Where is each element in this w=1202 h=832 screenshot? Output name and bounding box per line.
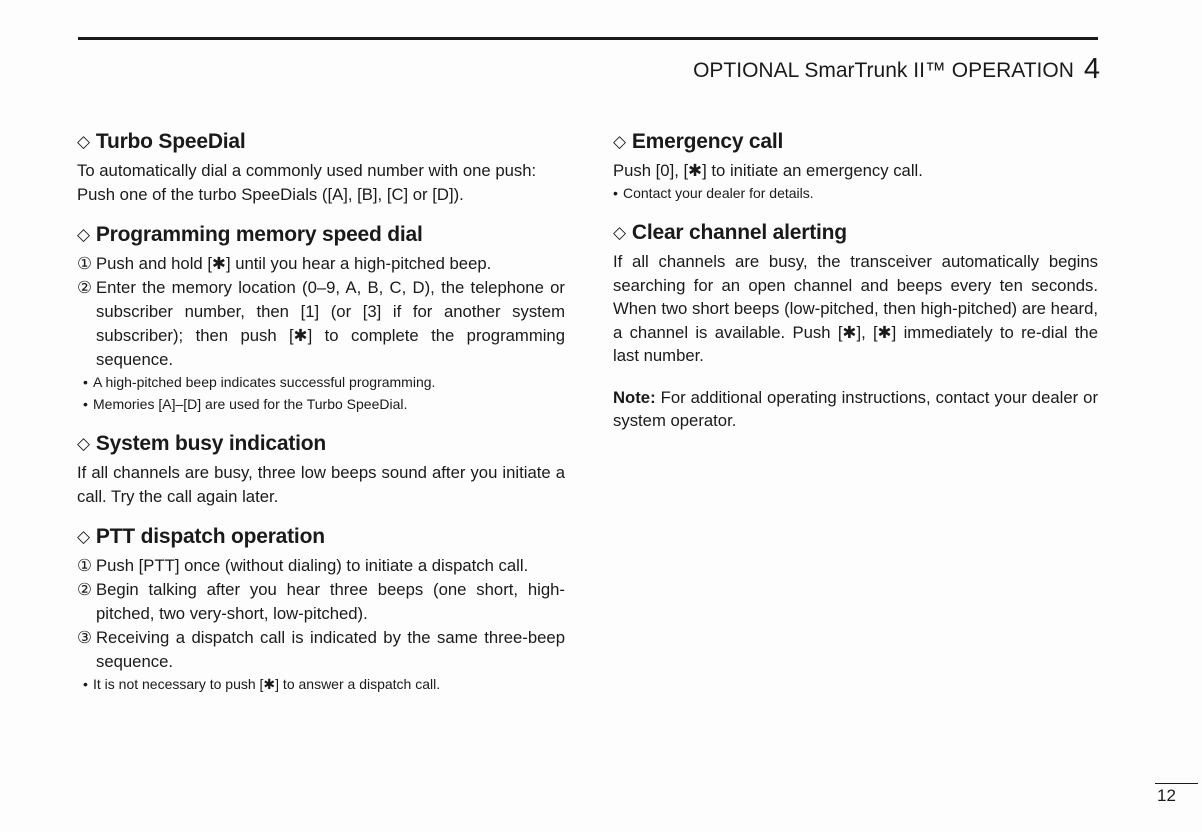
diamond-icon: ◇: [613, 132, 626, 151]
bullet-note: • Memories [A]–[D] are used for the Turbo SpeeDial.: [77, 394, 565, 416]
right-column: [613, 127, 1098, 447]
turbo-speedial-section: [77, 127, 565, 206]
bullet-note: • It is not necessary to push [✱] to answer a dispatch call.: [77, 674, 565, 696]
step-item: ① Push and hold [✱] until you hear a high-pitched beep.: [77, 252, 565, 276]
emergency-call-heading: ◇ Emergency call: [613, 130, 784, 153]
ptt-notes: [77, 674, 565, 696]
diamond-icon: ◇: [77, 434, 90, 453]
ptt-dispatch-heading: ◇ PTT dispatch operation: [77, 525, 325, 548]
clear-channel-heading: ◇ Clear channel alerting: [613, 221, 847, 244]
emergency-call-text: Push [0], [✱] to initiate an emergency call.: [613, 161, 923, 180]
footer-rule: [1155, 783, 1198, 784]
bullet-note: • Contact your dealer for details.: [613, 183, 1098, 205]
step-number: ③: [77, 628, 92, 647]
turbo-speedial-heading: ◇ Turbo SpeeDial: [77, 130, 246, 153]
page-number: 12: [1157, 786, 1176, 805]
system-busy-text: If all channels are busy, three low beeps sound after you initiate a call. Try the call again later.: [77, 463, 565, 506]
ptt-steps: [77, 554, 565, 674]
programming-notes: [77, 372, 565, 415]
emergency-notes: [613, 183, 1098, 205]
step-item: ① Push [PTT] once (without dialing) to initiate a dispatch call.: [77, 554, 565, 578]
clear-channel-text: If all channels are busy, the transceiver automatically begins searching for an open channel and beeps every ten seconds. When two short beeps (low-pitched, then high-pitched) are heard, a channel is available. Push [✱], [✱] immediately to re-dial the last number.: [613, 252, 1098, 365]
note-label: Note:: [613, 387, 656, 407]
page-header: [693, 52, 1100, 85]
programming-steps: [77, 252, 565, 372]
section-number: 4: [1083, 53, 1100, 85]
step-item: ② Begin talking after you hear three beeps (one short, high-pitched, two very-short, low-pitched).: [77, 580, 565, 623]
diamond-icon: ◇: [613, 223, 626, 242]
note-section: [613, 386, 1098, 433]
note-text: Note: For additional operating instructions, contact your dealer or system operator.: [613, 387, 1099, 430]
diamond-icon: ◇: [77, 527, 90, 546]
programming-heading: ◇ Programming memory speed dial: [77, 223, 423, 246]
step-number: ②: [77, 278, 92, 297]
system-busy-heading: ◇ System busy indication: [77, 432, 327, 455]
emergency-call-section: [613, 127, 1098, 204]
step-number: ②: [77, 580, 92, 599]
left-column: [77, 127, 565, 710]
turbo-speedial-instruction: Push one of the turbo SpeeDials ([A], [B], [C] or [D]).: [77, 184, 464, 204]
programming-section: [77, 220, 565, 415]
bullet-note: • A high-pitched beep indicates successful programming.: [77, 372, 565, 394]
turbo-speedial-intro: To automatically dial a commonly used number with one push:: [77, 161, 537, 180]
ptt-dispatch-section: [77, 522, 565, 696]
top-rule: [78, 37, 1098, 40]
diamond-icon: ◇: [77, 225, 90, 244]
system-busy-section: [77, 429, 565, 508]
clear-channel-section: [613, 218, 1098, 368]
step-item: ② Enter the memory location (0–9, A, B, C, D), the telephone or subscriber number, then [1] (or [3] if for another system subscriber); then push [✱] to complete the programming sequence.: [77, 278, 565, 369]
step-item: ③ Receiving a dispatch call is indicated by the same three-beep sequence.: [77, 628, 565, 671]
step-number: ①: [77, 556, 92, 575]
header-title: OPTIONAL SmarTrunk II™ OPERATION: [693, 59, 1074, 82]
step-number: ①: [77, 254, 92, 273]
diamond-icon: ◇: [77, 132, 90, 151]
